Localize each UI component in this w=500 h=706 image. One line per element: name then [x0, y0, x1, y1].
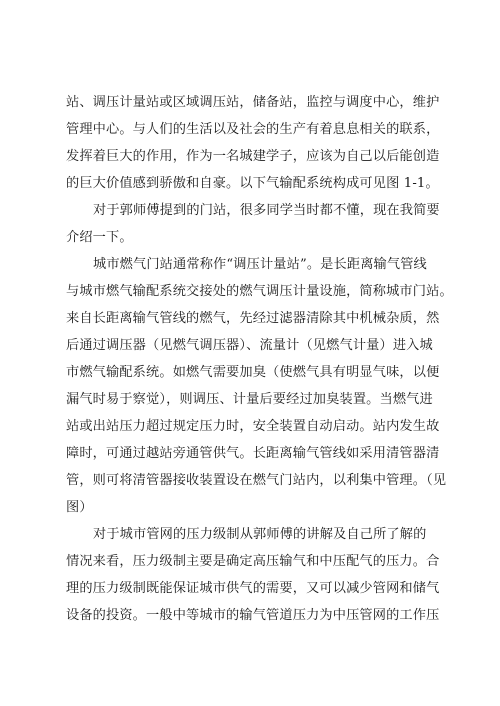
paragraph-1-line-1: 站、调压计量站或区域调压站，储备站，监控与调度中心，维护	[66, 95, 440, 110]
paragraph-3-line-1: 城市燃气门站通常称作“调压计量站”。是长距离输气管线	[93, 257, 427, 272]
paragraph-3-line-6: 漏气时易于察觉），则调压、计量后要经过加臭装置。当燃气进	[66, 392, 433, 407]
paragraph-3-line-4: 后通过调压器（见燃气调压器）、流量计（见燃气计量）进入城	[66, 338, 433, 353]
paragraph-3-line-8: 障时，可通过越站旁通管供气。长距离输气管线如采用清管器清	[66, 446, 440, 461]
paragraph-3-line-9: 管，则可将清管器接收装置设在燃气门站内，以利集中管理。（见	[66, 473, 447, 488]
paragraph-3-line-3: 来自长距离输气管线的燃气，先经过滤器清除其中机械杂质，然	[66, 311, 440, 326]
paragraph-4-line-2: 情况来看，压力级制主要是确定高压输气和中压配气的压力。合	[66, 554, 440, 569]
paragraph-1-line-4: 的巨大价值感到骄傲和自豪。以下气输配系统构成可见图 1-1。	[66, 176, 439, 191]
paragraph-4-line-4: 设备的投资。一般中等城市的输气管道压力为中压管网的工作压	[66, 608, 440, 623]
paragraph-3-line-5: 市燃气输配系统。如燃气需要加臭（使燃气具有明显气味，以便	[66, 365, 440, 380]
paragraph-2-line-2: 介绍一下。	[66, 230, 133, 245]
paragraph-3-line-7: 站或出站压力超过规定压力时，安全装置自动启动。站内发生故	[66, 419, 440, 434]
paragraph-1-line-3: 发挥着巨大的作用，作为一名城建学子，应该为自己以后能创造	[66, 149, 440, 164]
paragraph-4-line-3: 理的压力级制既能保证城市供气的需要，又可以减少管网和储气	[66, 581, 440, 596]
paragraph-1-line-2: 管理中心。与人们的生活以及社会的生产有着息息相关的联系，	[66, 122, 440, 137]
paragraph-2-line-1: 对于郭师傅提到的门站，很多同学当时都不懂，现在我简要	[93, 203, 440, 218]
paragraph-4-line-1: 对于城市管网的压力级制从郭师傅的讲解及自己所了解的	[93, 527, 427, 542]
paragraph-3-line-10: 图）	[66, 500, 93, 515]
paragraph-3-line-2: 与城市燃气输配系统交接处的燃气调压计量设施，简称城市门站。	[66, 284, 453, 299]
